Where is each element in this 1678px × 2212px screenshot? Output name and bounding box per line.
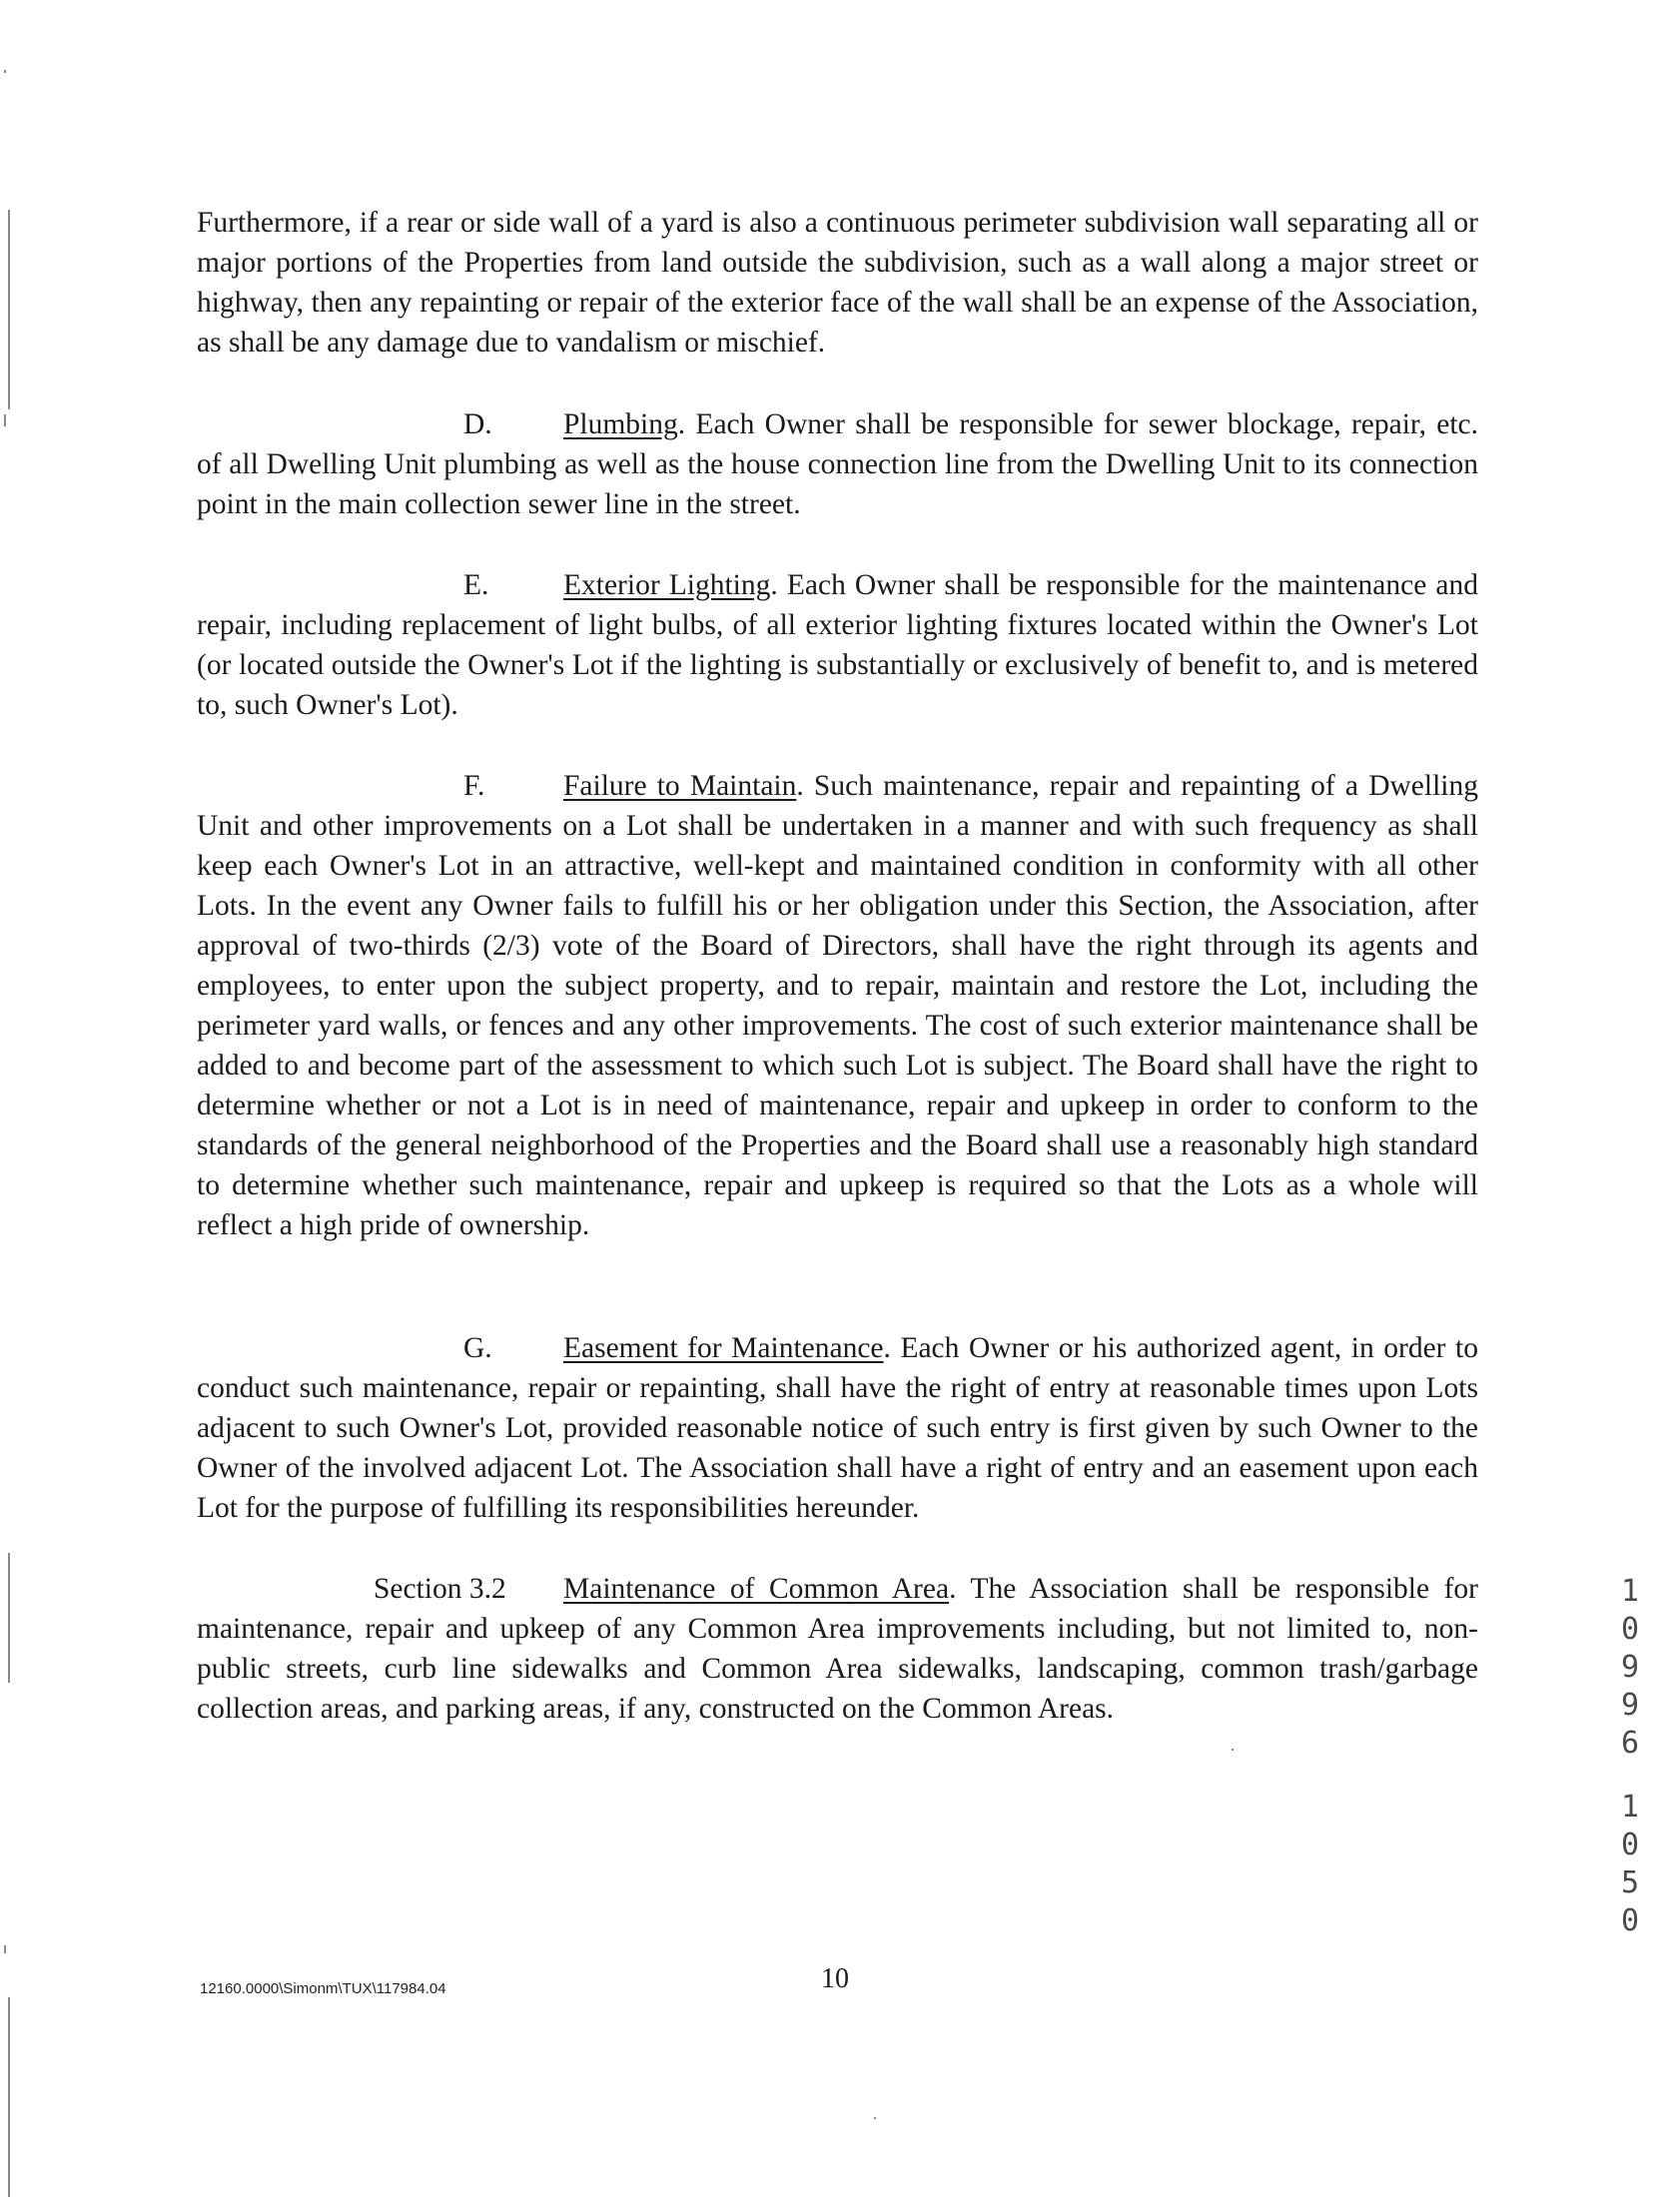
section-g-label: G. <box>463 1332 492 1364</box>
stamp-digit: 9 <box>1620 1688 1640 1723</box>
scan-edge-mark <box>8 210 10 409</box>
stamp-digit: 6 <box>1620 1726 1640 1761</box>
section-f-heading: Failure to Maintain <box>563 770 797 802</box>
section-f-paragraph <box>197 766 1478 1245</box>
stamp-digit: 0 <box>1620 1903 1640 1938</box>
document-reference: 12160.0000\Simonm\TUX\117984.04 <box>200 1980 446 1997</box>
section-3-2-body: . The Association shall be responsible for maintenance, repair and upkeep of any Common Area improvements including, but not limited to, non-public streets, curb line sidewalks and Common Area sidewalks, landscaping, common trash/garbage collection areas, and parking areas, if any, constructed on the Common Areas. <box>197 1573 1479 1725</box>
section-d-body: . Each Owner shall be responsible for sewer blockage, repair, etc. of all Dwelling Unit plumbing as well as the house connection line from the Dwelling Unit to its connection point in the main collection sewer line in the street. <box>197 408 1478 520</box>
section-e-body: . Each Owner shall be responsible for the maintenance and repair, including replacement of light bulbs, of all exterior lighting fixtures located within the Owner's Lot (or located outside the Owner's Lot if the lighting is substantially or exclusively of benefit to, and is metered to, such Owner's Lot). <box>197 569 1478 721</box>
section-g-heading: Easement for Maintenance <box>563 1332 884 1364</box>
page-number: 10 <box>821 1963 849 1994</box>
scan-edge-mark <box>8 1997 10 2197</box>
section-3-2-paragraph <box>197 1569 1478 1729</box>
section-e-heading: Exterior Lighting <box>563 569 771 601</box>
section-3-2-heading: Maintenance of Common Area <box>563 1573 950 1605</box>
recording-stamp <box>1613 1573 1647 1940</box>
scan-speck <box>4 414 6 426</box>
stamp-digit: 0 <box>1620 1828 1640 1862</box>
section-3-2-label: Section 3.2 <box>374 1573 506 1605</box>
stamp-digit: 1 <box>1620 1574 1640 1609</box>
scan-edge-mark <box>8 1553 10 1683</box>
section-d-heading: Plumbing <box>563 408 678 440</box>
stamp-digit: 9 <box>1620 1650 1640 1685</box>
section-e-paragraph <box>197 565 1478 725</box>
stamp-digit: 5 <box>1620 1865 1640 1900</box>
scan-speck <box>1232 1749 1234 1751</box>
section-g-paragraph <box>197 1328 1478 1528</box>
section-f-body: . Such maintenance, repair and repainting of a Dwelling Unit and other improvements on a Lot shall be undertaken in a manner and with such frequency as shall keep each Owner's Lot in an attractive, well-kept and maintained condition in conformity with all other Lots. In the event any Owner fails to fulfill his or her obligation under this Section, the Association, after approval of two-thirds (2/3) vote of the Board of Directors, shall have the right through its agents and employees, to enter upon the subject property, and to repair, maintain and restore the Lot, including the perimeter yard walls, or fences and any other improvements. The cost of such exterior maintenance shall be added to and become part of the assessment to which such Lot is subject. The Board shall have the right to determine whether or not a Lot is in need of maintenance, repair and upkeep in order to conform to the standards of the general neighborhood of the Properties and the Board shall use a reasonably high standard to determine whether such maintenance, repair and upkeep is required so that the Lots as a whole will reflect a high pride of ownership. <box>197 770 1478 1241</box>
section-f-label: F. <box>463 770 485 802</box>
scan-speck <box>4 1945 6 1953</box>
intro-paragraph: Furthermore, if a rear or side wall of a yard is also a continuous perimeter subdivision wall separating all or major portions of the Properties from land outside the subdivision, such as a wall along a major street or highway, then any repainting or repair of the exterior face of the wall shall be an expense of the Association, as shall be any damage due to vandalism or mischief. <box>197 207 1478 359</box>
section-d-label: D. <box>463 408 492 440</box>
section-g-body: . Each Owner or his authorized agent, in order to conduct such maintenance, repair or repainting, shall have the right of entry at reasonable times upon Lots adjacent to such Owner's Lot, provided reasonable notice of such entry is first given by such Owner to the Owner of the involved adjacent Lot. The Association shall have a right of entry and an easement upon each Lot for the purpose of fulfilling its responsibilities hereunder. <box>197 1332 1478 1524</box>
section-e-label: E. <box>463 569 489 601</box>
scan-speck <box>874 2117 876 2119</box>
stamp-digit: 0 <box>1620 1612 1640 1647</box>
stamp-gap <box>1613 1763 1647 1789</box>
section-d-paragraph <box>197 404 1478 524</box>
stamp-digit: 1 <box>1620 1790 1640 1825</box>
scan-speck <box>4 70 6 73</box>
